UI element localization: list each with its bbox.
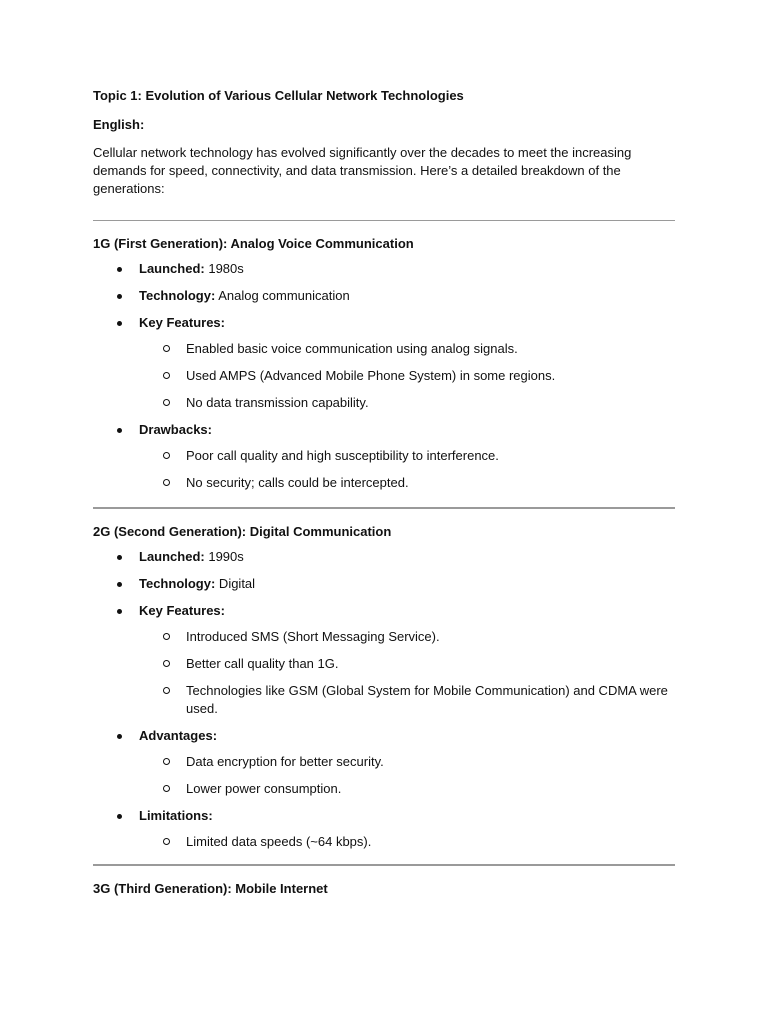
sub-list-features — [139, 628, 675, 718]
section-heading-2g: 2G (Second Generation): Digital Communication — [93, 524, 392, 539]
sub-list-item: Used AMPS (Advanced Mobile Phone System) in some regions. — [139, 367, 675, 385]
item-key: Technology: — [139, 288, 216, 303]
sub-list-item: Limited data speeds (~64 kbps). — [139, 833, 675, 851]
item-value: Analog communication — [215, 288, 350, 303]
item-key: Key Features: — [139, 315, 225, 330]
list-item-key-features — [93, 314, 675, 412]
item-value: 1990s — [204, 549, 244, 564]
item-key: Launched: — [139, 261, 205, 276]
list-item-drawbacks — [93, 421, 675, 492]
item-value: 1980s — [204, 261, 244, 276]
section-divider — [93, 507, 675, 509]
sub-list-limitations — [139, 833, 675, 851]
list-item-limitations — [93, 807, 675, 851]
item-key: Drawbacks: — [139, 422, 212, 437]
list-item-advantages — [93, 727, 675, 798]
section-1g — [93, 235, 675, 492]
section-divider — [93, 220, 675, 221]
sub-list-item: Introduced SMS (Short Messaging Service). — [139, 628, 675, 646]
sub-list-item: No data transmission capability. — [139, 394, 675, 412]
section-heading-3g: 3G (Third Generation): Mobile Internet — [93, 881, 328, 896]
sub-list-item: Technologies like GSM (Global System for Mobile Communication) and CDMA were used. — [139, 682, 675, 718]
item-key: Key Features: — [139, 603, 225, 618]
sub-list-drawbacks — [139, 447, 675, 492]
bullet-list-1g — [93, 260, 675, 492]
language-label: English: — [93, 117, 145, 132]
list-item-technology — [93, 287, 675, 305]
list-item-key-features — [93, 602, 675, 718]
sub-list-item: No security; calls could be intercepted. — [139, 474, 675, 492]
list-item-launched — [93, 548, 675, 566]
sub-list-item: Poor call quality and high susceptibility to interference. — [139, 447, 675, 465]
sub-list-item: Enabled basic voice communication using analog signals. — [139, 340, 675, 358]
item-value: Digital — [215, 576, 256, 591]
sub-list-item: Data encryption for better security. — [139, 753, 675, 771]
section-3g — [93, 880, 675, 898]
item-key: Advantages: — [139, 728, 218, 743]
section-heading-1g: 1G (First Generation): Analog Voice Communication — [93, 236, 414, 251]
item-key: Launched: — [139, 549, 205, 564]
document-title: Topic 1: Evolution of Various Cellular Network Technologies — [93, 88, 464, 103]
document-body — [93, 87, 675, 905]
bullet-list-2g — [93, 548, 675, 851]
list-item-technology — [93, 575, 675, 593]
list-item-launched — [93, 260, 675, 278]
sub-list-features — [139, 340, 675, 412]
intro-paragraph: Cellular network technology has evolved significantly over the decades to meet the increasing demands for speed, connectivity, and data transmission. Here’s a detailed breakdown of the generations: — [93, 145, 632, 196]
item-key: Limitations: — [139, 808, 213, 823]
section-2g — [93, 523, 675, 851]
sub-list-advantages — [139, 753, 675, 798]
sub-list-item: Lower power consumption. — [139, 780, 675, 798]
item-key: Technology: — [139, 576, 216, 591]
section-divider — [93, 864, 675, 866]
sub-list-item: Better call quality than 1G. — [139, 655, 675, 673]
